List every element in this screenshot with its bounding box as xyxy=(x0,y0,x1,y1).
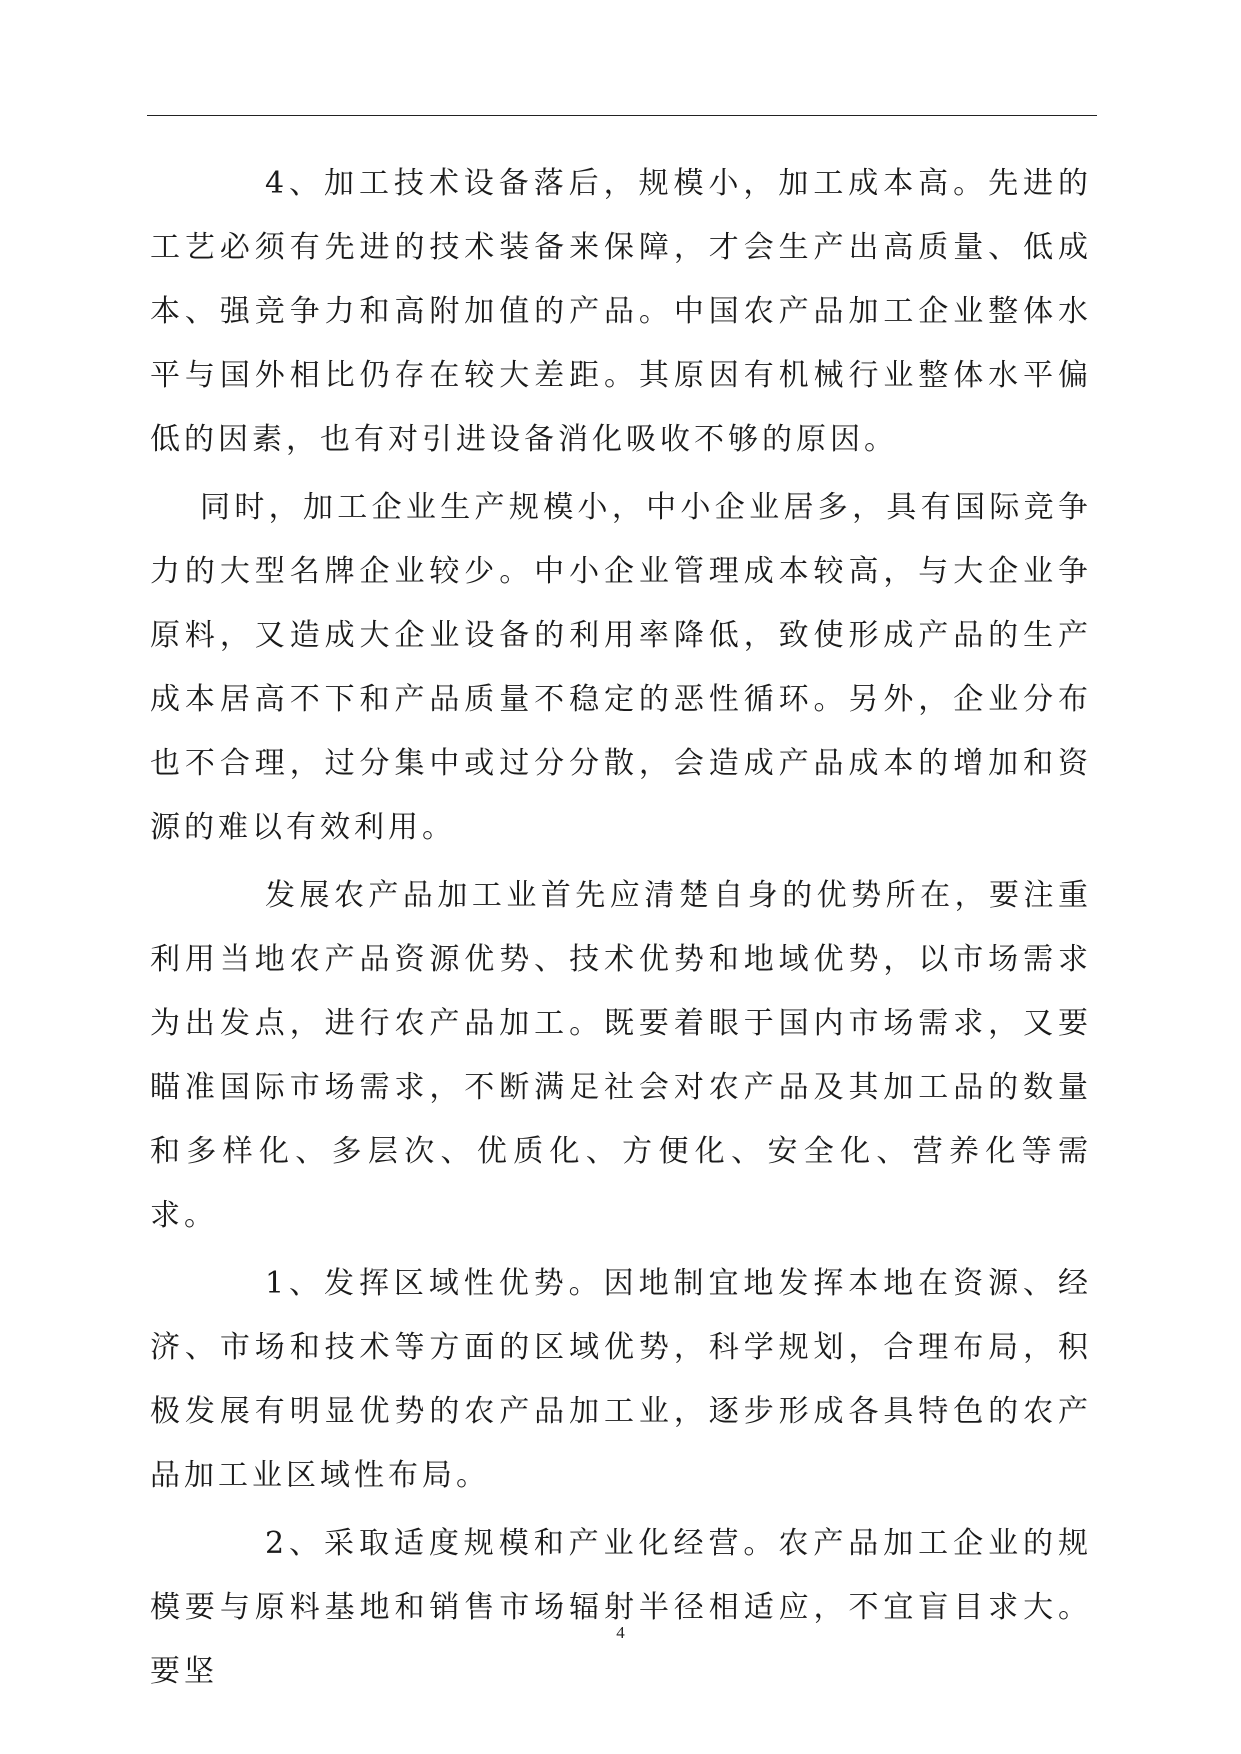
paragraph-development-advantages: 发展农产品加工业首先应清楚自身的优势所在，要注重利用当地农产品资源优势、技术优势和地域优势，以市场需求为出发点，进行农产品加工。既要着眼于国内市场需求，又要瞄准国际市场需求，不断满足社会对农产品及其加工品的数量和多样化、多层次、优质化、方便化、安全化、营养化等需求。 xyxy=(150,878,1092,1233)
paragraph-small-scale: 同时，加工企业生产规模小，中小企业居多，具有国际竞争力的大型名牌企业较少。中小企业管理成本较高，与大企业争原料，又造成大企业设备的利用率降低，致使形成产品的生产成本居高不下和产品质量不稳定的恶性循环。另外，企业分布也不合理，过分集中或过分分散，会造成产品成本的增加和资源的难以有效利用。 xyxy=(150,490,1092,845)
header-rule xyxy=(147,115,1097,116)
paragraph-moderate-scale: 2、采取适度规模和产业化经营。农产品加工企业的规模要与原料基地和销售市场辐射半径相适应，不宜盲目求大。要坚 xyxy=(150,1526,1092,1689)
paragraph-equipment-backward: 4、加工技术设备落后，规模小，加工成本高。先进的工艺必须有先进的技术装备来保障，才会生产出高质量、低成本、强竞争力和高附加值的产品。中国农产品加工企业整体水平与国外相比仍存在较大差距。其原因有机械行业整体水平偏低的因素，也有对引进设备消化吸收不够的原因。 xyxy=(150,166,1092,457)
document-body xyxy=(150,152,1092,1704)
paragraph-regional-advantage: 1、发挥区域性优势。因地制宜地发挥本地在资源、经济、市场和技术等方面的区域优势，科学规划，合理布局，积极发展有明显优势的农产品加工业，逐步形成各具特色的农产品加工业区域性布局。 xyxy=(150,1266,1092,1493)
page-number: 4 xyxy=(616,1623,625,1642)
